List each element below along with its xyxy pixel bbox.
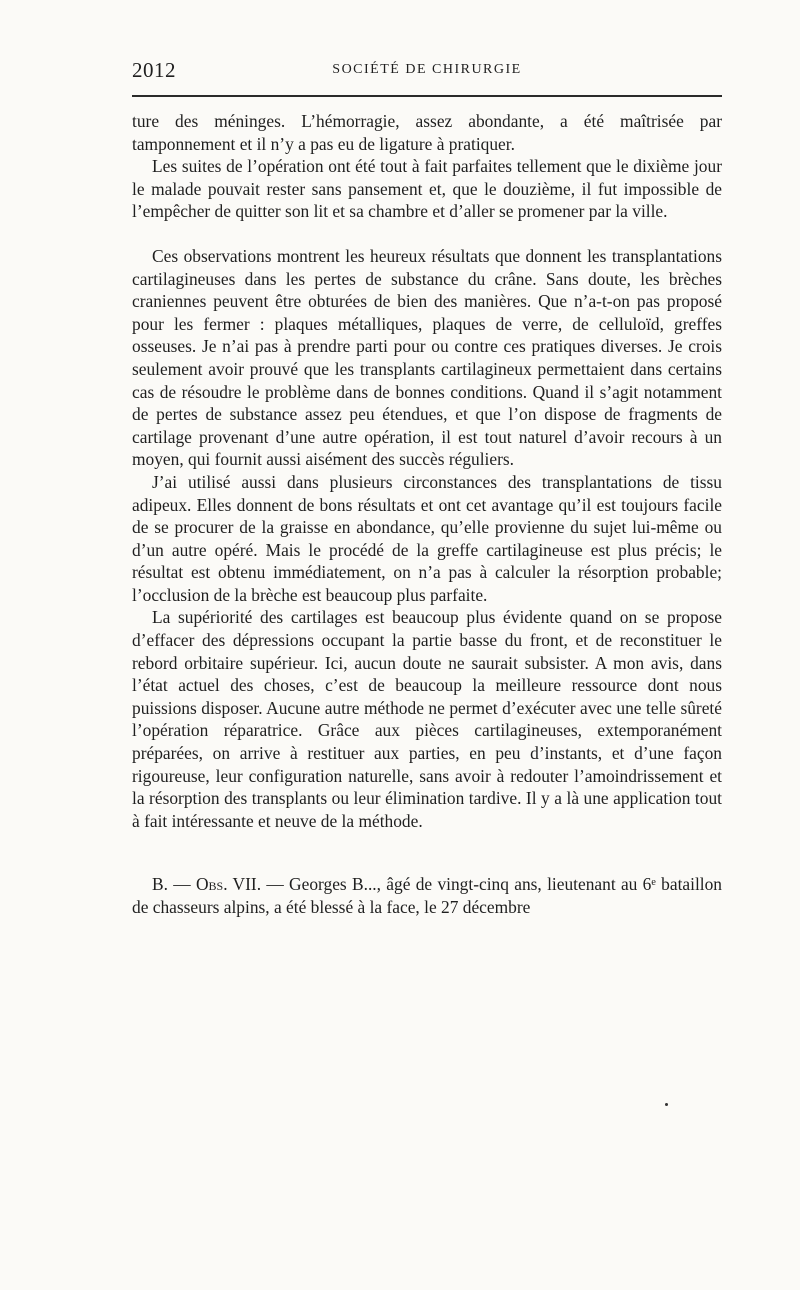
ink-speck: [665, 1103, 668, 1106]
observation-lead: B. —: [152, 874, 196, 895]
paragraph-continuation: ture des méninges. L’hémorragie, assez abondante, a été maîtrisée par tamponnement et il n’y a pas eu de ligature à pratiquer.: [132, 111, 722, 154]
paragraph-adipeux: J’ai utilisé aussi dans plusieurs circonstances des transplantations de tissu adipeux. Elles donnent de bons résultats et ont cet avantage qu’il est toujours facile de se procurer de la graisse en abondance, qu’elle provienne du sujet lui-même ou d’un autre opéré. Mais le procédé de la greffe cartilagineuse est plus précis; le résultat est obtenu immédiatement, on n’a pas à calculer la résorption probable; l’occlusion de la brèche est beaucoup plus parfaite.: [132, 471, 722, 605]
observation-label: Obs. VII.: [195, 874, 262, 895]
observation-vii: [132, 873, 722, 918]
observation-text: — Georges B..., âgé de vingt-cinq ans, lieutenant au 6ᵉ bataillon de chasseurs alpins, a été blessé à la face, le 27 décembre: [132, 874, 722, 917]
body-text: [132, 110, 722, 919]
paragraph-observations: Ces observations montrent les heureux résultats que donnent les transplantations cartilagineuses dans les pertes de substance du crâne. Sans doute, les brèches craniennes peuvent être obturées de bien des manières. Que n’a-t-on pas proposé pour les fermer : plaques métalliques, plaques de verre, de celluloïd, greffes osseuses. Je n’ai pas à prendre parti pour ou contre ces pratiques diverses. Je crois seulement avoir prouvé que les transplants cartilagineux permettaient dans certains cas de résoudre le problème dans de bonnes conditions. Quand il s’agit notamment de pertes de substance assez peu étendues, et que l’on dispose de fragments de cartilage provenant d’une autre opération, il est tout naturel d’avoir recours à un moyen, qui fournit aussi aisément des succès réguliers.: [132, 245, 722, 470]
running-title: SOCIÉTÉ DE CHIRURGIE: [332, 62, 522, 77]
page-number: 2012: [132, 58, 176, 82]
paragraph-superiorite: La supériorité des cartilages est beaucoup plus évidente quand on se propose d’effacer des dépressions occupant la partie basse du front, et de reconstituer le rebord orbitaire supérieur. Ici, aucun doute ne saurait subsister. A mon avis, dans l’état actuel des choses, c’est de beaucoup la meilleure ressource dont nous puissions disposer. Aucune autre méthode ne permet d’exécuter avec une telle sûreté l’opération réparatrice. Grâce aux pièces cartilagineuses, extemporanément préparées, on arrive à restituer aux parties, en peu d’instants, et d’une façon rigoureuse, leur configuration naturelle, sans avoir à redouter l’amoindrissement et la résorption des transplants ou leur élimination tardive. Il y a là une application tout à fait intéressante et neuve de la méthode.: [132, 607, 722, 831]
paragraph-suites: Les suites de l’opération ont été tout à fait parfaites tellement que le dixième jour le malade pouvait rester sans pansement et, que le douzième, il fut impossible de l’empêcher de quitter son lit et sa chambre et d’aller se promener par la ville.: [132, 156, 722, 222]
header-rule: [132, 95, 722, 97]
page-header: [132, 58, 722, 88]
